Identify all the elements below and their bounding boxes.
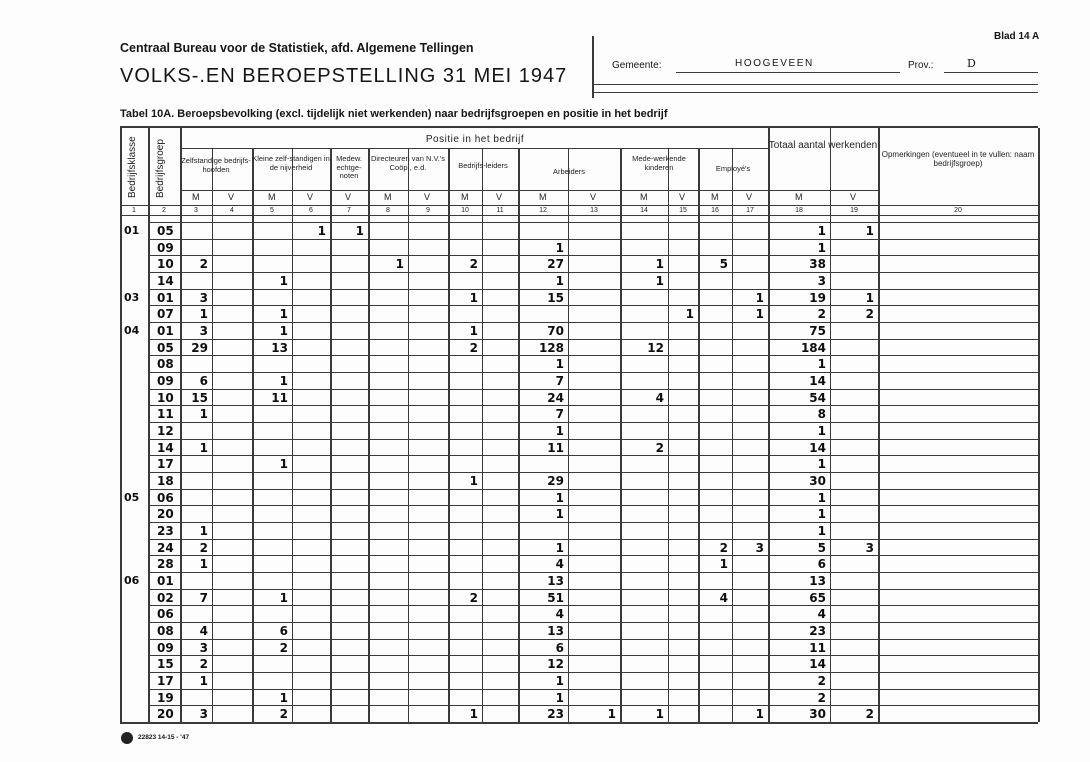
label-m: M — [268, 192, 276, 202]
cell-c12: 7 — [555, 407, 564, 421]
row-line — [148, 255, 1038, 256]
census-title: VOLKS-.EN BEROEPSTELLING 31 MEI 1947 — [120, 65, 568, 87]
bedrijfsgroep-code: 01 — [157, 574, 174, 588]
grid-vline — [1038, 128, 1040, 722]
label-m: M — [192, 192, 200, 202]
cell-c17: 1 — [755, 307, 764, 321]
cell-c18: 11 — [809, 641, 826, 655]
cell-c5: 1 — [279, 591, 288, 605]
cell-c5: 2 — [279, 641, 288, 655]
cell-c18: 30 — [809, 707, 826, 721]
row-line — [148, 689, 1038, 690]
row-line — [148, 355, 1038, 356]
cell-c18: 8 — [817, 407, 826, 421]
column-number: 14 — [640, 207, 648, 214]
cell-c12: 1 — [555, 274, 564, 288]
cell-c10: 1 — [469, 324, 478, 338]
column-number: 6 — [309, 207, 313, 214]
cell-c12: 51 — [547, 591, 564, 605]
rotated-header-klasse: Bedrijfsklasse — [127, 136, 138, 198]
bedrijfsklasse-code: 03 — [124, 291, 140, 304]
cell-c19: 2 — [865, 707, 874, 721]
label-v: V — [496, 192, 503, 202]
cell-c18: 3 — [817, 274, 826, 288]
cell-c17: 1 — [755, 291, 764, 305]
gemeente-value: HOOGEVEEN — [735, 58, 814, 69]
row-line — [148, 705, 1038, 706]
row-line — [148, 389, 1038, 390]
cell-c12: 1 — [555, 691, 564, 705]
col-header-zelfstandige: Zelfstandige bedrijfs-hoofden — [181, 156, 251, 174]
cell-c5: 1 — [279, 307, 288, 321]
grid-vline — [518, 148, 520, 722]
col-header-medew: Medew. echtge-noten — [336, 154, 362, 181]
mv-rule — [180, 190, 878, 191]
cell-c3: 15 — [191, 391, 208, 405]
row-line — [148, 639, 1038, 640]
cell-c10: 1 — [469, 707, 478, 721]
row-line — [148, 455, 1038, 456]
cell-c18: 1 — [817, 357, 826, 371]
column-number: 1 — [132, 207, 136, 214]
cell-c12: 13 — [547, 624, 564, 638]
cell-c18: 14 — [809, 374, 826, 388]
gemeente-label: Gemeente: — [612, 60, 662, 71]
cell-c10: 1 — [469, 291, 478, 305]
column-number: 12 — [539, 207, 547, 214]
grid-vline — [148, 128, 150, 722]
cell-c8: 1 — [395, 257, 404, 271]
cell-c3: 2 — [199, 657, 208, 671]
label-v: V — [345, 192, 352, 202]
row-line — [148, 439, 1038, 440]
row-line — [148, 405, 1038, 406]
cell-c18: 4 — [817, 607, 826, 621]
row-line — [148, 672, 1038, 673]
cell-c12: 1 — [555, 507, 564, 521]
cell-c3: 3 — [199, 641, 208, 655]
grid-vline — [330, 148, 332, 722]
bedrijfsgroep-code: 23 — [157, 524, 174, 538]
bedrijfsgroep-code: 08 — [157, 624, 174, 638]
column-number: 2 — [162, 207, 166, 214]
row-line — [148, 222, 1038, 223]
cell-c14: 1 — [655, 707, 664, 721]
cell-c3: 1 — [199, 407, 208, 421]
position-group-header: Positie in het bedrijf — [425, 134, 525, 145]
bedrijfsklasse-code: 01 — [124, 224, 140, 237]
column-number: 17 — [746, 207, 754, 214]
table-top-rule — [120, 126, 1038, 128]
cell-c3: 29 — [191, 341, 208, 355]
grid-vline — [448, 148, 450, 722]
cell-c18: 6 — [817, 557, 826, 571]
row-line — [148, 322, 1038, 323]
cell-c18: 5 — [817, 541, 826, 555]
col-header-directeuren: Directeuren van N.V.'s Coöp., e.d. — [370, 154, 446, 172]
cell-c19: 1 — [865, 224, 874, 238]
col-header-leiders: Bedrijfs-leiders — [458, 161, 508, 170]
cell-c5: 13 — [271, 341, 288, 355]
column-number: 5 — [270, 207, 274, 214]
label-v: V — [307, 192, 314, 202]
bedrijfsgroep-code: 28 — [157, 557, 174, 571]
bedrijfsgroep-code: 01 — [157, 291, 174, 305]
cell-c12: 29 — [547, 474, 564, 488]
row-line — [148, 522, 1038, 523]
cell-c10: 2 — [469, 341, 478, 355]
row-line — [148, 239, 1038, 240]
label-v: V — [746, 192, 753, 202]
cell-c12: 1 — [555, 674, 564, 688]
cell-c10: 2 — [469, 257, 478, 271]
col-header-opmerkingen: Opmerkingen (eventueel in te vullen: naam bedrijfsgroep) — [881, 150, 1035, 169]
cell-c12: 1 — [555, 491, 564, 505]
cell-c18: 75 — [809, 324, 826, 338]
cell-c3: 1 — [199, 441, 208, 455]
bedrijfsgroep-code: 17 — [157, 457, 174, 471]
cell-c5: 2 — [279, 707, 288, 721]
cell-c16: 5 — [719, 257, 728, 271]
cell-c3: 6 — [199, 374, 208, 388]
column-number: 8 — [386, 207, 390, 214]
prov-label: Prov.: — [908, 60, 934, 71]
bedrijfsgroep-code: 07 — [157, 307, 174, 321]
cell-c18: 1 — [817, 507, 826, 521]
cell-c3: 3 — [199, 707, 208, 721]
gemeente-underline — [676, 72, 900, 73]
cell-c12: 12 — [547, 657, 564, 671]
col-header-totaal: Totaal aantal werkenden — [768, 140, 878, 151]
table-bottom-rule — [120, 722, 1038, 724]
bedrijfsgroep-code: 20 — [157, 507, 174, 521]
cell-c14: 1 — [655, 257, 664, 271]
grid-vline — [368, 148, 370, 722]
row-line — [148, 505, 1038, 506]
cell-c13: 1 — [607, 707, 616, 721]
column-number: 11 — [496, 207, 504, 214]
grid-vline — [212, 148, 213, 722]
cell-c3: 1 — [199, 674, 208, 688]
row-line — [148, 289, 1038, 290]
bedrijfsgroep-code: 01 — [157, 324, 174, 338]
cell-c14: 2 — [655, 441, 664, 455]
grid-vline — [120, 128, 122, 722]
column-number: 18 — [795, 207, 803, 214]
header-rule-1 — [594, 84, 1038, 85]
col-header-kleine: Kleine zelf-standigen in de nijverheid — [252, 154, 330, 172]
grid-vline — [768, 128, 770, 722]
cell-c3: 4 — [199, 624, 208, 638]
cell-c12: 128 — [538, 341, 564, 355]
row-line — [148, 655, 1038, 656]
cell-c10: 2 — [469, 591, 478, 605]
label-m: M — [461, 192, 469, 202]
grid-vline — [732, 148, 733, 722]
bedrijfsgroep-code: 05 — [157, 341, 174, 355]
grid-vline — [482, 148, 483, 722]
label-m: M — [795, 192, 803, 202]
grid-vline — [830, 128, 831, 722]
cell-c18: 1 — [817, 491, 826, 505]
row-line — [148, 589, 1038, 590]
column-number: 19 — [850, 207, 858, 214]
col-header-employes: Employé's — [715, 164, 751, 173]
cell-c14: 1 — [655, 274, 664, 288]
prov-value: D — [967, 57, 976, 70]
bedrijfsgroep-code: 19 — [157, 691, 174, 705]
cell-c18: 14 — [809, 441, 826, 455]
label-v: V — [590, 192, 597, 202]
column-number: 4 — [230, 207, 234, 214]
column-number: 15 — [679, 207, 687, 214]
cell-c18: 19 — [809, 291, 826, 305]
cell-c18: 1 — [817, 241, 826, 255]
row-line — [148, 422, 1038, 423]
grid-vline — [668, 148, 669, 722]
cell-c3: 3 — [199, 291, 208, 305]
cell-c12: 1 — [555, 541, 564, 555]
cell-c18: 1 — [817, 424, 826, 438]
cell-c3: 2 — [199, 541, 208, 555]
column-number: 13 — [590, 207, 598, 214]
bedrijfsklasse-code: 06 — [124, 574, 140, 587]
cell-c5: 1 — [279, 691, 288, 705]
cell-c17: 3 — [755, 541, 764, 555]
cell-c16: 2 — [719, 541, 728, 555]
cell-c3: 2 — [199, 257, 208, 271]
column-number: 20 — [954, 207, 962, 214]
bedrijfsgroep-code: 09 — [157, 241, 174, 255]
bedrijfsklasse-code: 04 — [124, 324, 140, 337]
cell-c7: 1 — [355, 224, 364, 238]
cell-c14: 12 — [647, 341, 664, 355]
cell-c5: 1 — [279, 324, 288, 338]
column-number: 16 — [711, 207, 719, 214]
cell-c18: 30 — [809, 474, 826, 488]
bureau-line: Centraal Bureau voor de Statistiek, afd. Algemene Tellingen — [120, 41, 474, 55]
cell-c12: 15 — [547, 291, 564, 305]
cell-c16: 1 — [719, 557, 728, 571]
col-header-arbeiders: Arbeiders — [552, 167, 586, 176]
bedrijfsgroep-code: 09 — [157, 374, 174, 388]
cell-c12: 1 — [555, 241, 564, 255]
cell-c18: 2 — [817, 691, 826, 705]
bedrijfsgroep-code: 17 — [157, 674, 174, 688]
bedrijfsgroep-code: 20 — [157, 707, 174, 721]
print-seal-icon — [121, 732, 133, 744]
cell-c5: 1 — [279, 274, 288, 288]
grid-vline — [292, 148, 293, 722]
cell-c3: 1 — [199, 557, 208, 571]
cell-c12: 1 — [555, 357, 564, 371]
cell-c12: 4 — [555, 607, 564, 621]
row-line — [148, 272, 1038, 273]
column-number: 3 — [194, 207, 198, 214]
row-line — [148, 539, 1038, 540]
cell-c18: 23 — [809, 624, 826, 638]
cell-c18: 14 — [809, 657, 826, 671]
label-m: M — [711, 192, 719, 202]
cell-c12: 1 — [555, 424, 564, 438]
label-m: M — [640, 192, 648, 202]
cell-c10: 1 — [469, 474, 478, 488]
col-header-mede: Mede-werkende kinderen — [632, 154, 686, 172]
row-line — [148, 489, 1038, 490]
cell-c3: 7 — [199, 591, 208, 605]
grid-vline — [568, 148, 569, 722]
cell-c12: 13 — [547, 574, 564, 588]
cell-c19: 3 — [865, 541, 874, 555]
label-v: V — [228, 192, 235, 202]
cell-c3: 1 — [199, 524, 208, 538]
column-number: 10 — [461, 207, 469, 214]
bedrijfsgroep-code: 14 — [157, 441, 174, 455]
bedrijfsgroep-code: 14 — [157, 274, 174, 288]
cell-c19: 1 — [865, 291, 874, 305]
cell-c18: 2 — [817, 674, 826, 688]
row-line — [148, 372, 1038, 373]
cell-c18: 1 — [817, 457, 826, 471]
row-line — [148, 605, 1038, 606]
cell-c12: 24 — [547, 391, 564, 405]
row-line — [148, 572, 1038, 573]
cell-c18: 184 — [800, 341, 826, 355]
bedrijfsgroep-code: 24 — [157, 541, 174, 555]
header-rule-2 — [594, 92, 1038, 93]
cell-c12: 23 — [547, 707, 564, 721]
header-bottom-rule — [120, 215, 1038, 216]
bedrijfsgroep-code: 11 — [157, 407, 174, 421]
cell-c5: 11 — [271, 391, 288, 405]
column-number: 7 — [347, 207, 351, 214]
cell-c18: 38 — [809, 257, 826, 271]
cell-c18: 13 — [809, 574, 826, 588]
row-line — [148, 472, 1038, 473]
cell-c12: 6 — [555, 641, 564, 655]
column-number: 9 — [426, 207, 430, 214]
cell-c6: 1 — [317, 224, 326, 238]
cell-c12: 70 — [547, 324, 564, 338]
cell-c18: 1 — [817, 524, 826, 538]
row-line — [148, 305, 1038, 306]
bedrijfsgroep-code: 06 — [157, 491, 174, 505]
cell-c12: 11 — [547, 441, 564, 455]
cell-c12: 27 — [547, 257, 564, 271]
label-v: V — [424, 192, 431, 202]
grid-vline — [620, 148, 622, 722]
bedrijfsgroep-code: 08 — [157, 357, 174, 371]
table-caption: Tabel 10A. Beroepsbevolking (excl. tijdelijk niet werkenden) naar bedrijfsgroepen en positie in het bedrijf — [120, 108, 668, 120]
bedrijfsgroep-code: 10 — [157, 391, 174, 405]
grid-vline — [408, 148, 409, 722]
row-line — [148, 339, 1038, 340]
label-v: V — [850, 192, 857, 202]
cell-c16: 4 — [719, 591, 728, 605]
cell-c18: 65 — [809, 591, 826, 605]
cell-c5: 1 — [279, 374, 288, 388]
bedrijfsgroep-code: 02 — [157, 591, 174, 605]
bedrijfsgroep-code: 06 — [157, 607, 174, 621]
grid-vline — [698, 148, 700, 722]
print-code: 22823 14-15 - '47 — [138, 734, 190, 741]
row-line — [148, 622, 1038, 623]
bedrijfsgroep-code: 15 — [157, 657, 174, 671]
cell-c19: 2 — [865, 307, 874, 321]
cell-c18: 2 — [817, 307, 826, 321]
label-m: M — [384, 192, 392, 202]
bedrijfsgroep-code: 05 — [157, 224, 174, 238]
cell-c18: 1 — [817, 224, 826, 238]
cell-c17: 1 — [755, 707, 764, 721]
label-m: M — [539, 192, 547, 202]
cell-c3: 3 — [199, 324, 208, 338]
header-divider — [592, 36, 594, 98]
bedrijfsgroep-code: 18 — [157, 474, 174, 488]
row-line — [148, 555, 1038, 556]
cell-c12: 4 — [555, 557, 564, 571]
cell-c14: 4 — [655, 391, 664, 405]
grid-vline — [878, 128, 880, 722]
bedrijfsgroep-code: 09 — [157, 641, 174, 655]
colno-top-rule — [120, 205, 1038, 206]
cell-c5: 1 — [279, 457, 288, 471]
rotated-header-groep: Bedrijfsgroep — [155, 139, 166, 198]
cell-c15: 1 — [685, 307, 694, 321]
cell-c12: 7 — [555, 374, 564, 388]
prov-underline — [944, 72, 1038, 73]
bedrijfsgroep-code: 12 — [157, 424, 174, 438]
cell-c18: 54 — [809, 391, 826, 405]
cell-c3: 1 — [199, 307, 208, 321]
bedrijfsklasse-code: 05 — [124, 491, 140, 504]
sheet-label: Blad 14 A — [994, 31, 1040, 42]
position-subheader-rule — [180, 148, 768, 149]
label-v: V — [679, 192, 686, 202]
grid-vline — [252, 148, 254, 722]
cell-c5: 6 — [279, 624, 288, 638]
bedrijfsgroep-code: 10 — [157, 257, 174, 271]
